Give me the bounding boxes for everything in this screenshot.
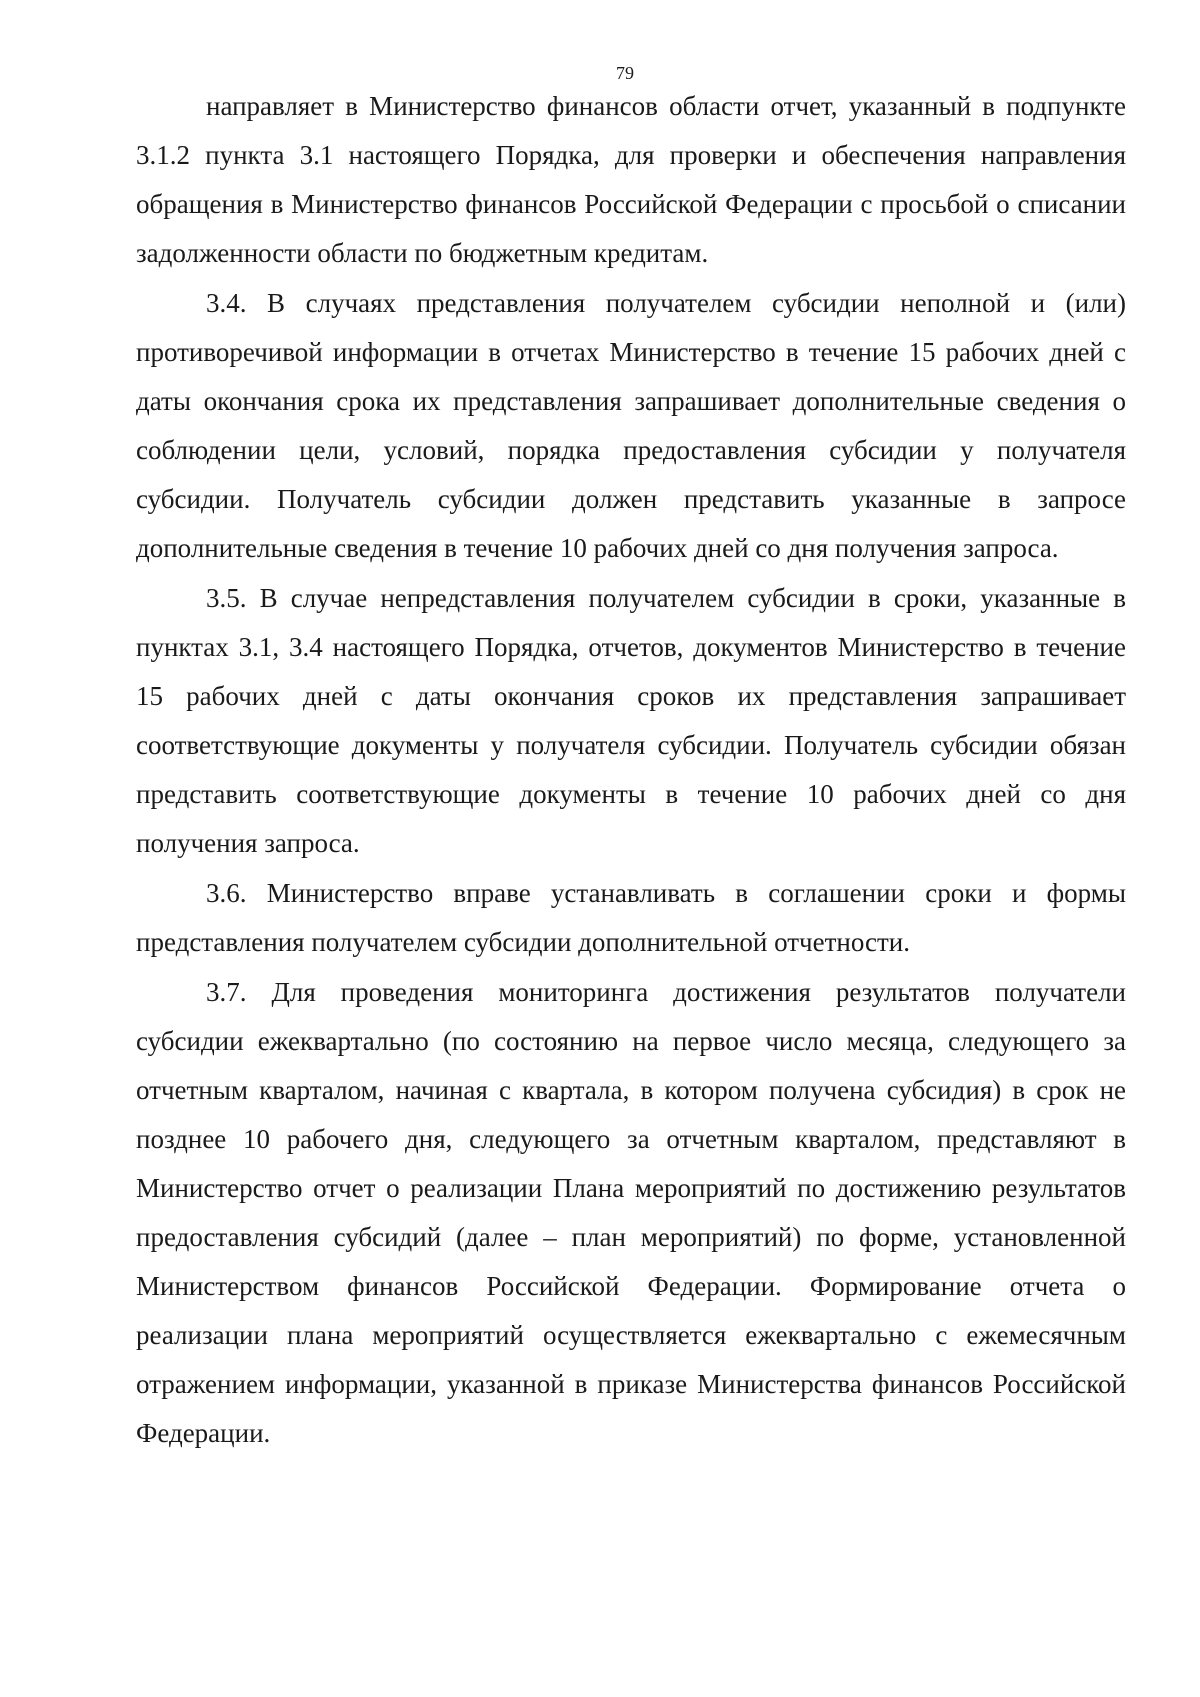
document-body (136, 82, 1126, 1458)
paragraph-3-6: 3.6. Министерство вправе устанавливать в соглашении сроки и формы представления получателем субсидии дополнительной отчетности. (136, 878, 1126, 957)
paragraph-3-5: 3.5. В случае непредставления получателем субсидии в сроки, указанные в пунктах 3.1, 3.4 настоящего Порядка, отчетов, документов Министерство в течение 15 рабочих дней с даты окончания сроков их представления запрашивает соответствующие документы у получателя субсидии. Получатель субсидии обязан представить соответствующие документы в течение 10 рабочих дней со дня получения запроса. (136, 583, 1126, 858)
page-number: 79 (616, 63, 634, 83)
paragraph-3-4: 3.4. В случаях представления получателем субсидии неполной и (или) противоречивой информации в отчетах Министерство в течение 15 рабочих дней с даты окончания срока их представления запрашивает дополнительные сведения о соблюдении цели, условий, порядка предоставления субсидии у получателя субсидии. Получатель субсидии должен представить указанные в запросе дополнительные сведения в течение 10 рабочих дней со дня получения запроса. (136, 288, 1126, 563)
paragraph-continuation: направляет в Министерство финансов области отчет, указанный в подпункте 3.1.2 пункта 3.1 настоящего Порядка, для проверки и обеспечения направления обращения в Министерство финансов Российской Федерации с просьбой о списании задолженности области по бюджетным кредитам. (136, 91, 1126, 268)
paragraph-3-7: 3.7. Для проведения мониторинга достижения результатов получатели субсидии ежеквартально (по состоянию на первое число месяца, следующего за отчетным кварталом, начиная с квартала, в котором получена субсидия) в срок не позднее 10 рабочего дня, следующего за отчетным кварталом, представляют в Министерство отчет о реализации Плана мероприятий по достижению результатов предоставления субсидий (далее – план мероприятий) по форме, установленной Министерством финансов Российской Федерации. Формирование отчета о реализации плана мероприятий осуществляется ежеквартально с ежемесячным отражением информации, указанной в приказе Министерства финансов Российской Федерации. (136, 977, 1126, 1448)
